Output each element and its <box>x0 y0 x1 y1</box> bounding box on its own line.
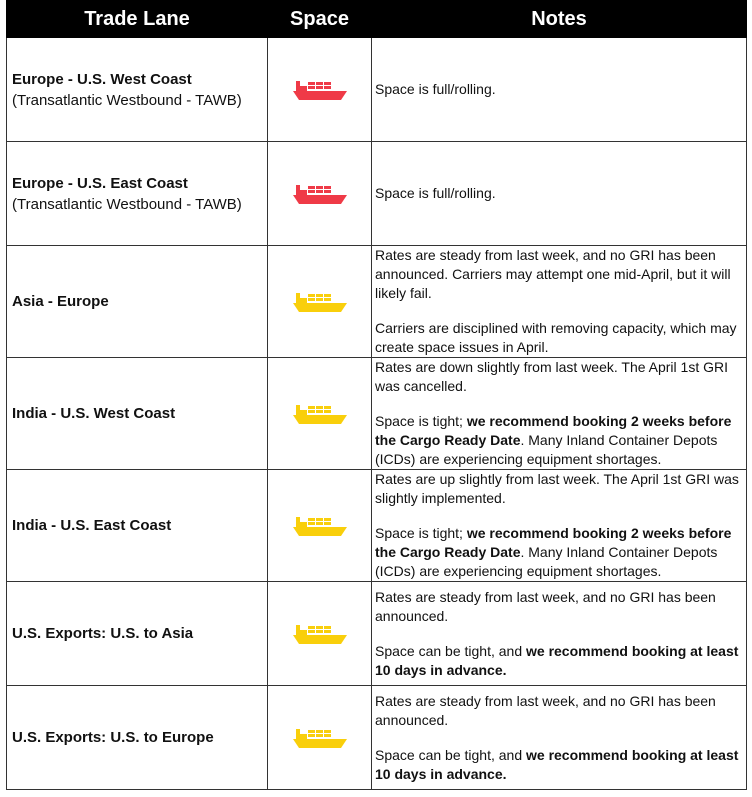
trade-lane-table <box>6 0 747 790</box>
trade-lane-cell <box>7 38 268 142</box>
notes-cell <box>372 38 747 142</box>
trade-lane-name: Asia - Europe <box>12 293 109 310</box>
note-paragraph <box>375 588 740 626</box>
note-text: Space can be tight, and <box>375 642 526 659</box>
header-space: Space <box>268 1 372 38</box>
table-row <box>7 686 747 790</box>
space-status-cell <box>268 686 372 790</box>
ship-icon <box>292 515 348 537</box>
note-text: Carriers are disciplined with removing capacity, which may create space issues in April. <box>375 320 737 355</box>
note-text: Space is full/rolling. <box>375 185 496 201</box>
note-paragraph <box>375 319 740 357</box>
note-text: . Many Inland Container Depots (ICDs) are experiencing equipment shortages. <box>375 544 718 579</box>
space-status-cell <box>268 582 372 686</box>
note-paragraph <box>375 412 740 469</box>
ship-icon <box>292 403 348 425</box>
note-text: Space can be tight, and <box>375 746 526 763</box>
space-status-cell <box>268 38 372 142</box>
note-text: Rates are steady from last week, and no GRI has been announced. Carriers may attempt one mid-April, but it will likely fail. <box>375 247 731 301</box>
notes-cell <box>372 582 747 686</box>
header-notes: Notes <box>372 1 747 38</box>
ship-icon <box>292 79 348 101</box>
notes-cell <box>372 246 747 358</box>
ship-icon <box>292 291 348 313</box>
note-paragraph <box>375 358 740 396</box>
note-text: Space is tight; <box>375 525 467 541</box>
note-text: Rates are steady from last week, and no GRI has been announced. <box>375 588 716 624</box>
note-emphasis: we recommend booking 2 weeks before the Cargo Ready Date <box>375 413 732 448</box>
table-row <box>7 358 747 470</box>
note-text: Space is full/rolling. <box>375 81 496 97</box>
trade-lane-cell <box>7 358 268 470</box>
note-emphasis: we recommend booking at least 10 days in advance. <box>375 746 739 782</box>
notes-cell <box>372 358 747 470</box>
trade-lane-name: Europe - U.S. East Coast <box>12 174 188 192</box>
ship-icon <box>292 727 348 749</box>
ship-icon <box>292 623 348 645</box>
trade-lane-name: Europe - U.S. West Coast <box>12 70 192 88</box>
table-row <box>7 142 747 246</box>
space-status-cell <box>268 358 372 470</box>
trade-lane-cell <box>7 142 268 246</box>
note-text: Rates are steady from last week, and no GRI has been announced. <box>375 692 716 728</box>
note-paragraph <box>375 470 740 508</box>
trade-lane-cell <box>7 246 268 358</box>
header-row <box>7 1 747 38</box>
table-row <box>7 582 747 686</box>
trade-lane-name: India - U.S. West Coast <box>12 405 176 422</box>
note-paragraph <box>375 246 740 303</box>
trade-lane-name: U.S. Exports: U.S. to Asia <box>12 625 194 642</box>
note-text: Space is tight; <box>375 413 467 429</box>
trade-lane-name: U.S. Exports: U.S. to Europe <box>12 729 214 746</box>
trade-lane-subtitle: (Transatlantic Westbound - TAWB) <box>12 195 242 213</box>
note-text: Rates are up slightly from last week. The April 1st GRI was slightly implemented. <box>375 471 739 506</box>
table-row <box>7 470 747 582</box>
trade-lane-cell <box>7 686 268 790</box>
note-paragraph <box>375 746 740 784</box>
note-text: . Many Inland Container Depots (ICDs) are experiencing equipment shortages. <box>375 432 718 467</box>
space-status-cell <box>268 142 372 246</box>
ship-icon <box>292 183 348 205</box>
space-status-cell <box>268 246 372 358</box>
note-paragraph <box>375 80 740 99</box>
note-text: Rates are down slightly from last week. The April 1st GRI was cancelled. <box>375 359 728 394</box>
note-paragraph <box>375 524 740 581</box>
note-emphasis: we recommend booking 2 weeks before the Cargo Ready Date <box>375 525 732 560</box>
note-paragraph <box>375 642 740 680</box>
notes-cell <box>372 470 747 582</box>
trade-lane-subtitle: (Transatlantic Westbound - TAWB) <box>12 91 242 109</box>
header-trade-lane: Trade Lane <box>7 1 268 38</box>
table-row <box>7 246 747 358</box>
note-paragraph <box>375 692 740 730</box>
trade-lane-cell <box>7 582 268 686</box>
notes-cell <box>372 686 747 790</box>
space-status-cell <box>268 470 372 582</box>
trade-lane-cell <box>7 470 268 582</box>
note-emphasis: we recommend booking at least 10 days in advance. <box>375 642 739 678</box>
table-row <box>7 38 747 142</box>
trade-lane-name: India - U.S. East Coast <box>12 517 172 534</box>
note-paragraph <box>375 184 740 203</box>
notes-cell <box>372 142 747 246</box>
